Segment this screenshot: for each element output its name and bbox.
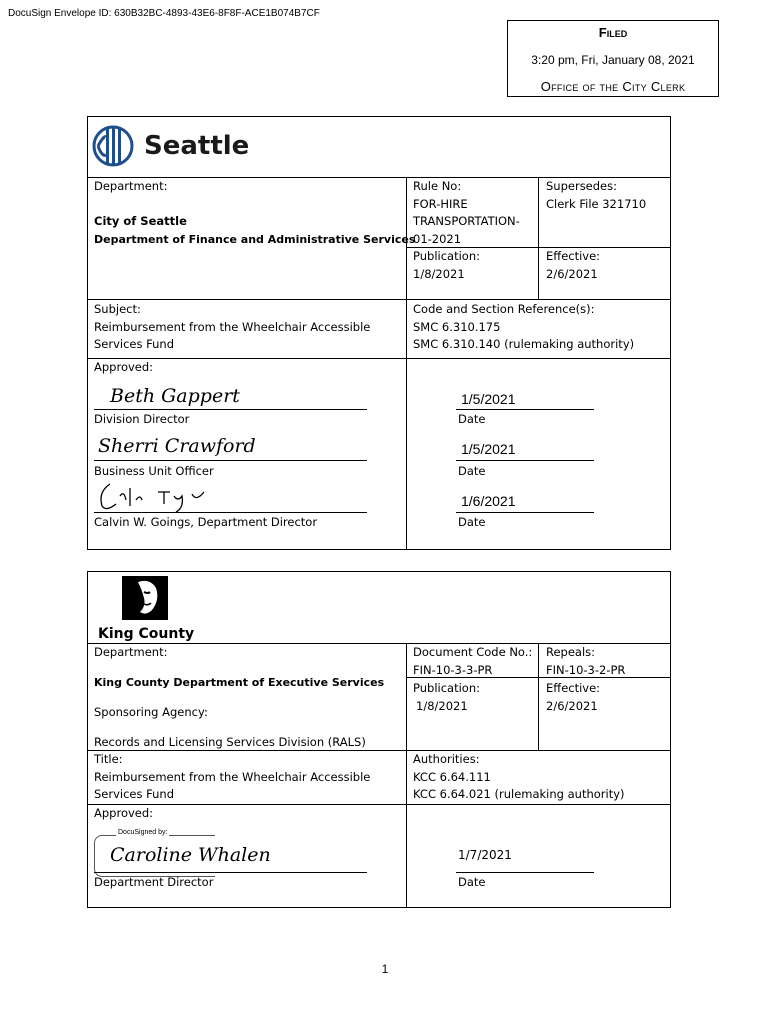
title-line: Services Fund xyxy=(94,787,175,801)
signature: Sherri Crawford xyxy=(98,435,256,457)
date-label: Date xyxy=(458,875,486,889)
effective-label: Effective: xyxy=(546,249,601,263)
filed-timestamp: 3:20 pm, Fri, January 08, 2021 xyxy=(531,53,695,67)
subject-line: Services Fund xyxy=(94,337,175,351)
code-reference-line: SMC 6.310.175 xyxy=(413,319,501,334)
publication-value: 1/8/2021 xyxy=(413,266,465,281)
supersedes-label: Supersedes: xyxy=(546,179,617,193)
publication-value: 1/8/2021 xyxy=(416,699,468,713)
seattle-seal-icon xyxy=(92,123,134,169)
department-name: King County Department of Executive Services xyxy=(94,676,385,689)
rule-no-line: 01-2021 xyxy=(413,231,462,246)
sponsoring-agency-label: Sponsoring Agency: xyxy=(94,705,208,719)
signer-role: Division Director xyxy=(94,412,190,426)
sponsoring-agency-value: Records and Licensing Services Division (RALS) xyxy=(94,735,366,749)
rule-no-line: TRANSPORTATION- xyxy=(413,214,520,228)
document-code-label: Document Code No.: xyxy=(413,645,533,659)
page-number: 1 xyxy=(381,962,389,976)
authorities-line: KCC 6.64.111 xyxy=(413,769,491,784)
repeals-value: FIN-10-3-2-PR xyxy=(546,662,626,677)
subject-label: Subject: xyxy=(94,302,141,316)
code-reference-line: SMC 6.310.140 (rulemaking authority) xyxy=(413,337,635,351)
department-fas: Department of Finance and Administrative Services xyxy=(94,233,416,246)
title-line: Reimbursement from the Wheelchair Accessible xyxy=(94,769,371,784)
subject-line: Reimbursement from the Wheelchair Accessible xyxy=(94,319,371,334)
department-city: City of Seattle xyxy=(94,214,187,228)
filed-title: Filed xyxy=(598,25,628,40)
seattle-logo xyxy=(92,123,252,171)
publication-label: Publication: xyxy=(413,249,480,263)
seattle-logo-text: Seattle xyxy=(144,131,250,161)
king-county-portrait-icon xyxy=(122,576,168,620)
signature-date: 1/5/2021 xyxy=(461,441,516,457)
signer-role: Department Director xyxy=(94,875,214,889)
rule-no-line: FOR-HIRE xyxy=(413,196,468,211)
rule-no-label: Rule No: xyxy=(413,179,462,193)
approved-label: Approved: xyxy=(94,806,154,820)
king-county-logo xyxy=(96,576,206,642)
filed-office: Office of the City Clerk xyxy=(540,79,686,94)
docusign-envelope-id: DocuSign Envelope ID: 630B32BC-4893-43E6-8F8F-ACE1B074B7CF xyxy=(8,8,320,19)
signature: Beth Gappert xyxy=(110,385,240,407)
authorities-line: KCC 6.64.021 (rulemaking authority) xyxy=(413,787,625,801)
date-label: Date xyxy=(458,515,486,529)
code-reference-label: Code and Section Reference(s): xyxy=(413,302,595,316)
signer-role: Calvin W. Goings, Department Director xyxy=(94,515,318,529)
signature-date: 1/6/2021 xyxy=(461,493,516,509)
king-county-logo-text: King County xyxy=(98,626,195,642)
authorities-label: Authorities: xyxy=(413,752,480,766)
effective-label: Effective: xyxy=(546,681,601,695)
supersedes-value: Clerk File 321710 xyxy=(546,196,647,211)
signature-date: 1/7/2021 xyxy=(458,848,512,862)
date-label: Date xyxy=(458,464,486,478)
signature-date: 1/5/2021 xyxy=(461,391,516,407)
department-label: Department: xyxy=(94,179,168,193)
repeals-label: Repeals: xyxy=(546,645,596,659)
docusigned-by-label: DocuSigned by: xyxy=(118,829,168,836)
filed-stamp xyxy=(507,20,719,97)
signature-scribble xyxy=(96,478,216,514)
signer-role: Business Unit Officer xyxy=(94,464,214,478)
king-county-rule-table xyxy=(87,571,671,908)
signature: Caroline Whalen xyxy=(110,844,271,866)
effective-value: 2/6/2021 xyxy=(546,266,598,281)
publication-label: Publication: xyxy=(413,681,480,695)
title-label: Title: xyxy=(94,752,123,766)
date-label: Date xyxy=(458,412,486,426)
effective-value: 2/6/2021 xyxy=(546,699,598,713)
department-label: Department: xyxy=(94,645,168,659)
seattle-rule-table xyxy=(87,116,671,550)
approved-label: Approved: xyxy=(94,360,154,374)
document-code-value: FIN-10-3-3-PR xyxy=(413,662,493,677)
